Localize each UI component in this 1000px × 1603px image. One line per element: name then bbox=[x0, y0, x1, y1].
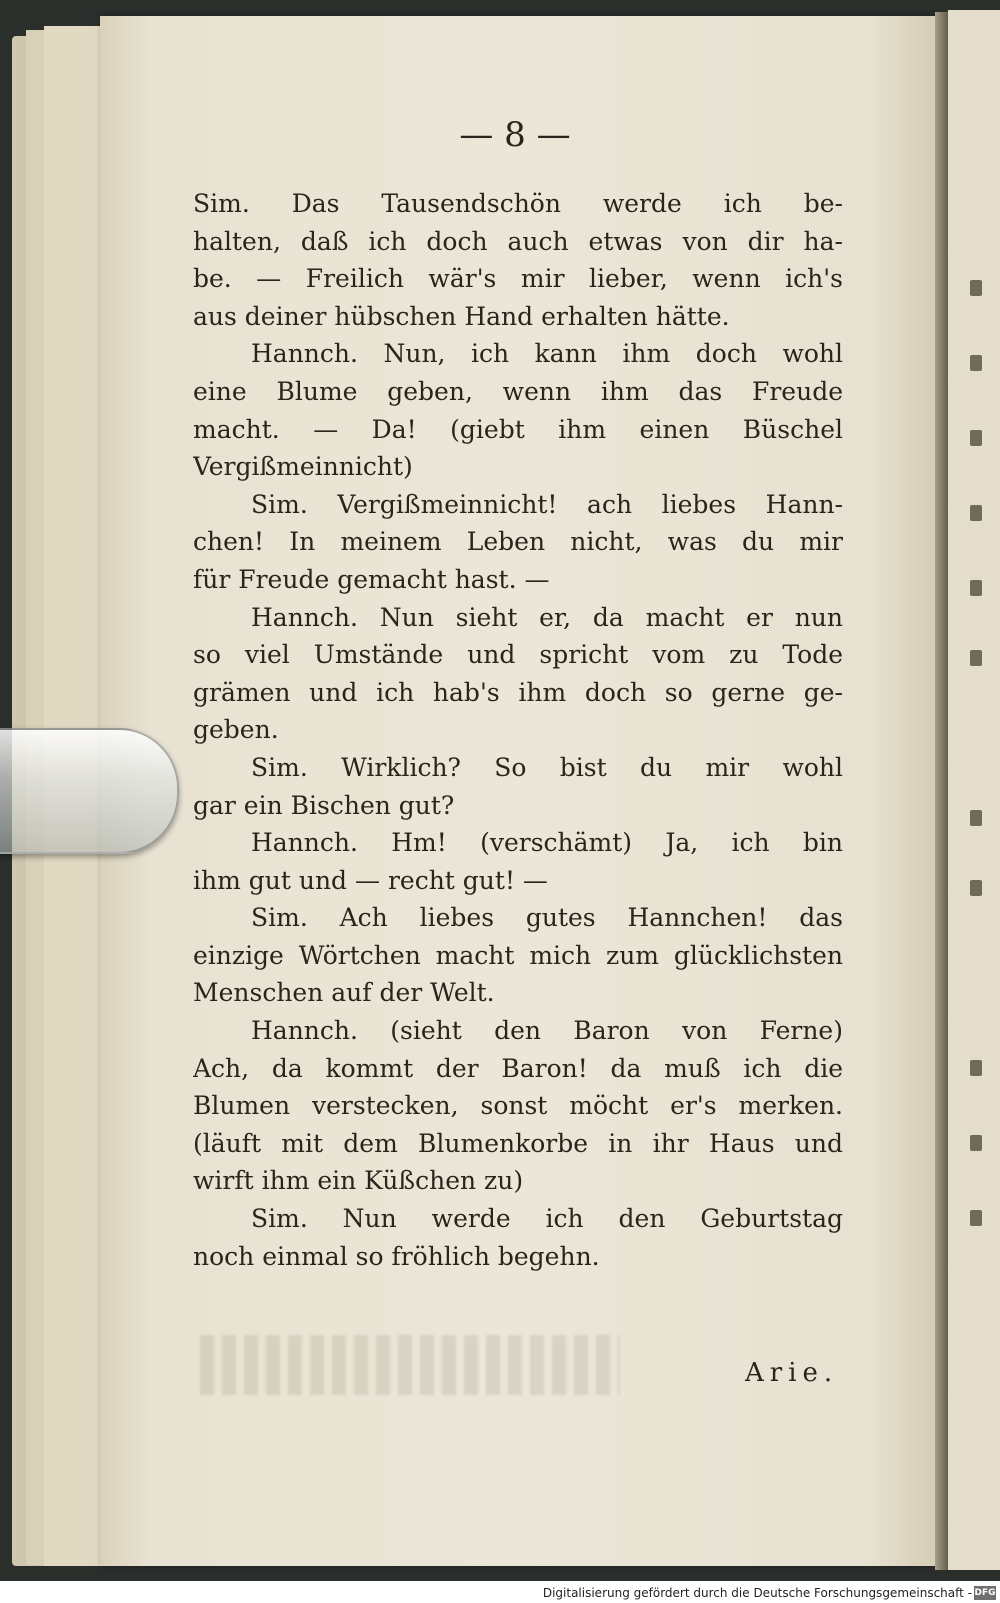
text-line: Vergißmeinnicht) bbox=[193, 452, 413, 482]
footer-bar bbox=[0, 1581, 1000, 1603]
footer-credit: Digitalisierung gefördert durch die Deutsche Forschungsgemeinschaft - bbox=[542, 1586, 972, 1600]
text-line: noch einmal so fröhlich begehn. bbox=[193, 1241, 600, 1271]
text-line: ihm gut und — recht gut! — bbox=[193, 865, 548, 895]
bleed-through-text bbox=[200, 1335, 620, 1395]
text-line: einzige Wörtchen macht mich zum glücklichsten bbox=[193, 940, 843, 970]
text-line: Sim. Vergißmeinnicht! ach liebes Hann- bbox=[251, 489, 843, 519]
body-text bbox=[193, 185, 843, 1275]
text-line: macht. — Da! (giebt ihm einen Büschel bbox=[193, 414, 843, 444]
text-line: grämen und ich hab's ihm doch so gerne ge- bbox=[193, 677, 843, 707]
text-line: Menschen auf der Welt. bbox=[193, 978, 495, 1008]
text-line: für Freude gemacht hast. — bbox=[193, 564, 550, 594]
text-line: halten, daß ich doch auch etwas von dir ha- bbox=[193, 226, 843, 256]
text-line: chen! In meinem Leben nicht, was du mir bbox=[193, 527, 843, 557]
text-line: Hannch. Nun, ich kann ihm doch wohl bbox=[251, 339, 843, 369]
text-line: Hannch. (sieht den Baron von Ferne) bbox=[251, 1016, 843, 1046]
text-line: so viel Umstände und spricht vom zu Tode bbox=[193, 640, 843, 670]
section-heading: Arie. bbox=[745, 1358, 839, 1388]
dfg-logo-icon: DFG bbox=[974, 1588, 996, 1598]
text-line: Ach, da kommt der Baron! da muß ich die bbox=[193, 1053, 843, 1083]
text-line: wirft ihm ein Küßchen zu) bbox=[193, 1166, 524, 1196]
text-line: be. — Freilich wär's mir lieber, wenn ich's bbox=[193, 264, 843, 294]
text-line: Sim. Wirklich? So bist du mir wohl bbox=[251, 752, 843, 782]
text-line: Sim. Das Tausendschön werde ich be- bbox=[193, 189, 843, 218]
page-gutter bbox=[935, 12, 949, 1570]
page-number: — 8 — bbox=[459, 115, 571, 155]
text-line: (läuft mit dem Blumenkorbe in ihr Haus und bbox=[193, 1128, 843, 1158]
text-line: Hannch. Nun sieht er, da macht er nun bbox=[251, 602, 843, 632]
text-line: Blumen verstecken, sonst möcht er's merken. bbox=[193, 1091, 843, 1121]
text-line: Sim. Nun werde ich den Geburtstag bbox=[251, 1204, 843, 1234]
text-line: Sim. Ach liebes gutes Hannchen! das bbox=[251, 903, 843, 933]
text-line: Hannch. Hm! (verschämt) Ja, ich bin bbox=[251, 828, 843, 858]
text-line: geben. bbox=[193, 715, 279, 745]
text-line: eine Blume geben, wenn ihm das Freude bbox=[193, 376, 843, 406]
page-clip bbox=[0, 728, 179, 854]
next-page-edge bbox=[948, 10, 1000, 1570]
text-line: gar ein Bischen gut? bbox=[193, 790, 455, 820]
text-line: aus deiner hübschen Hand erhalten hätte. bbox=[193, 301, 730, 331]
